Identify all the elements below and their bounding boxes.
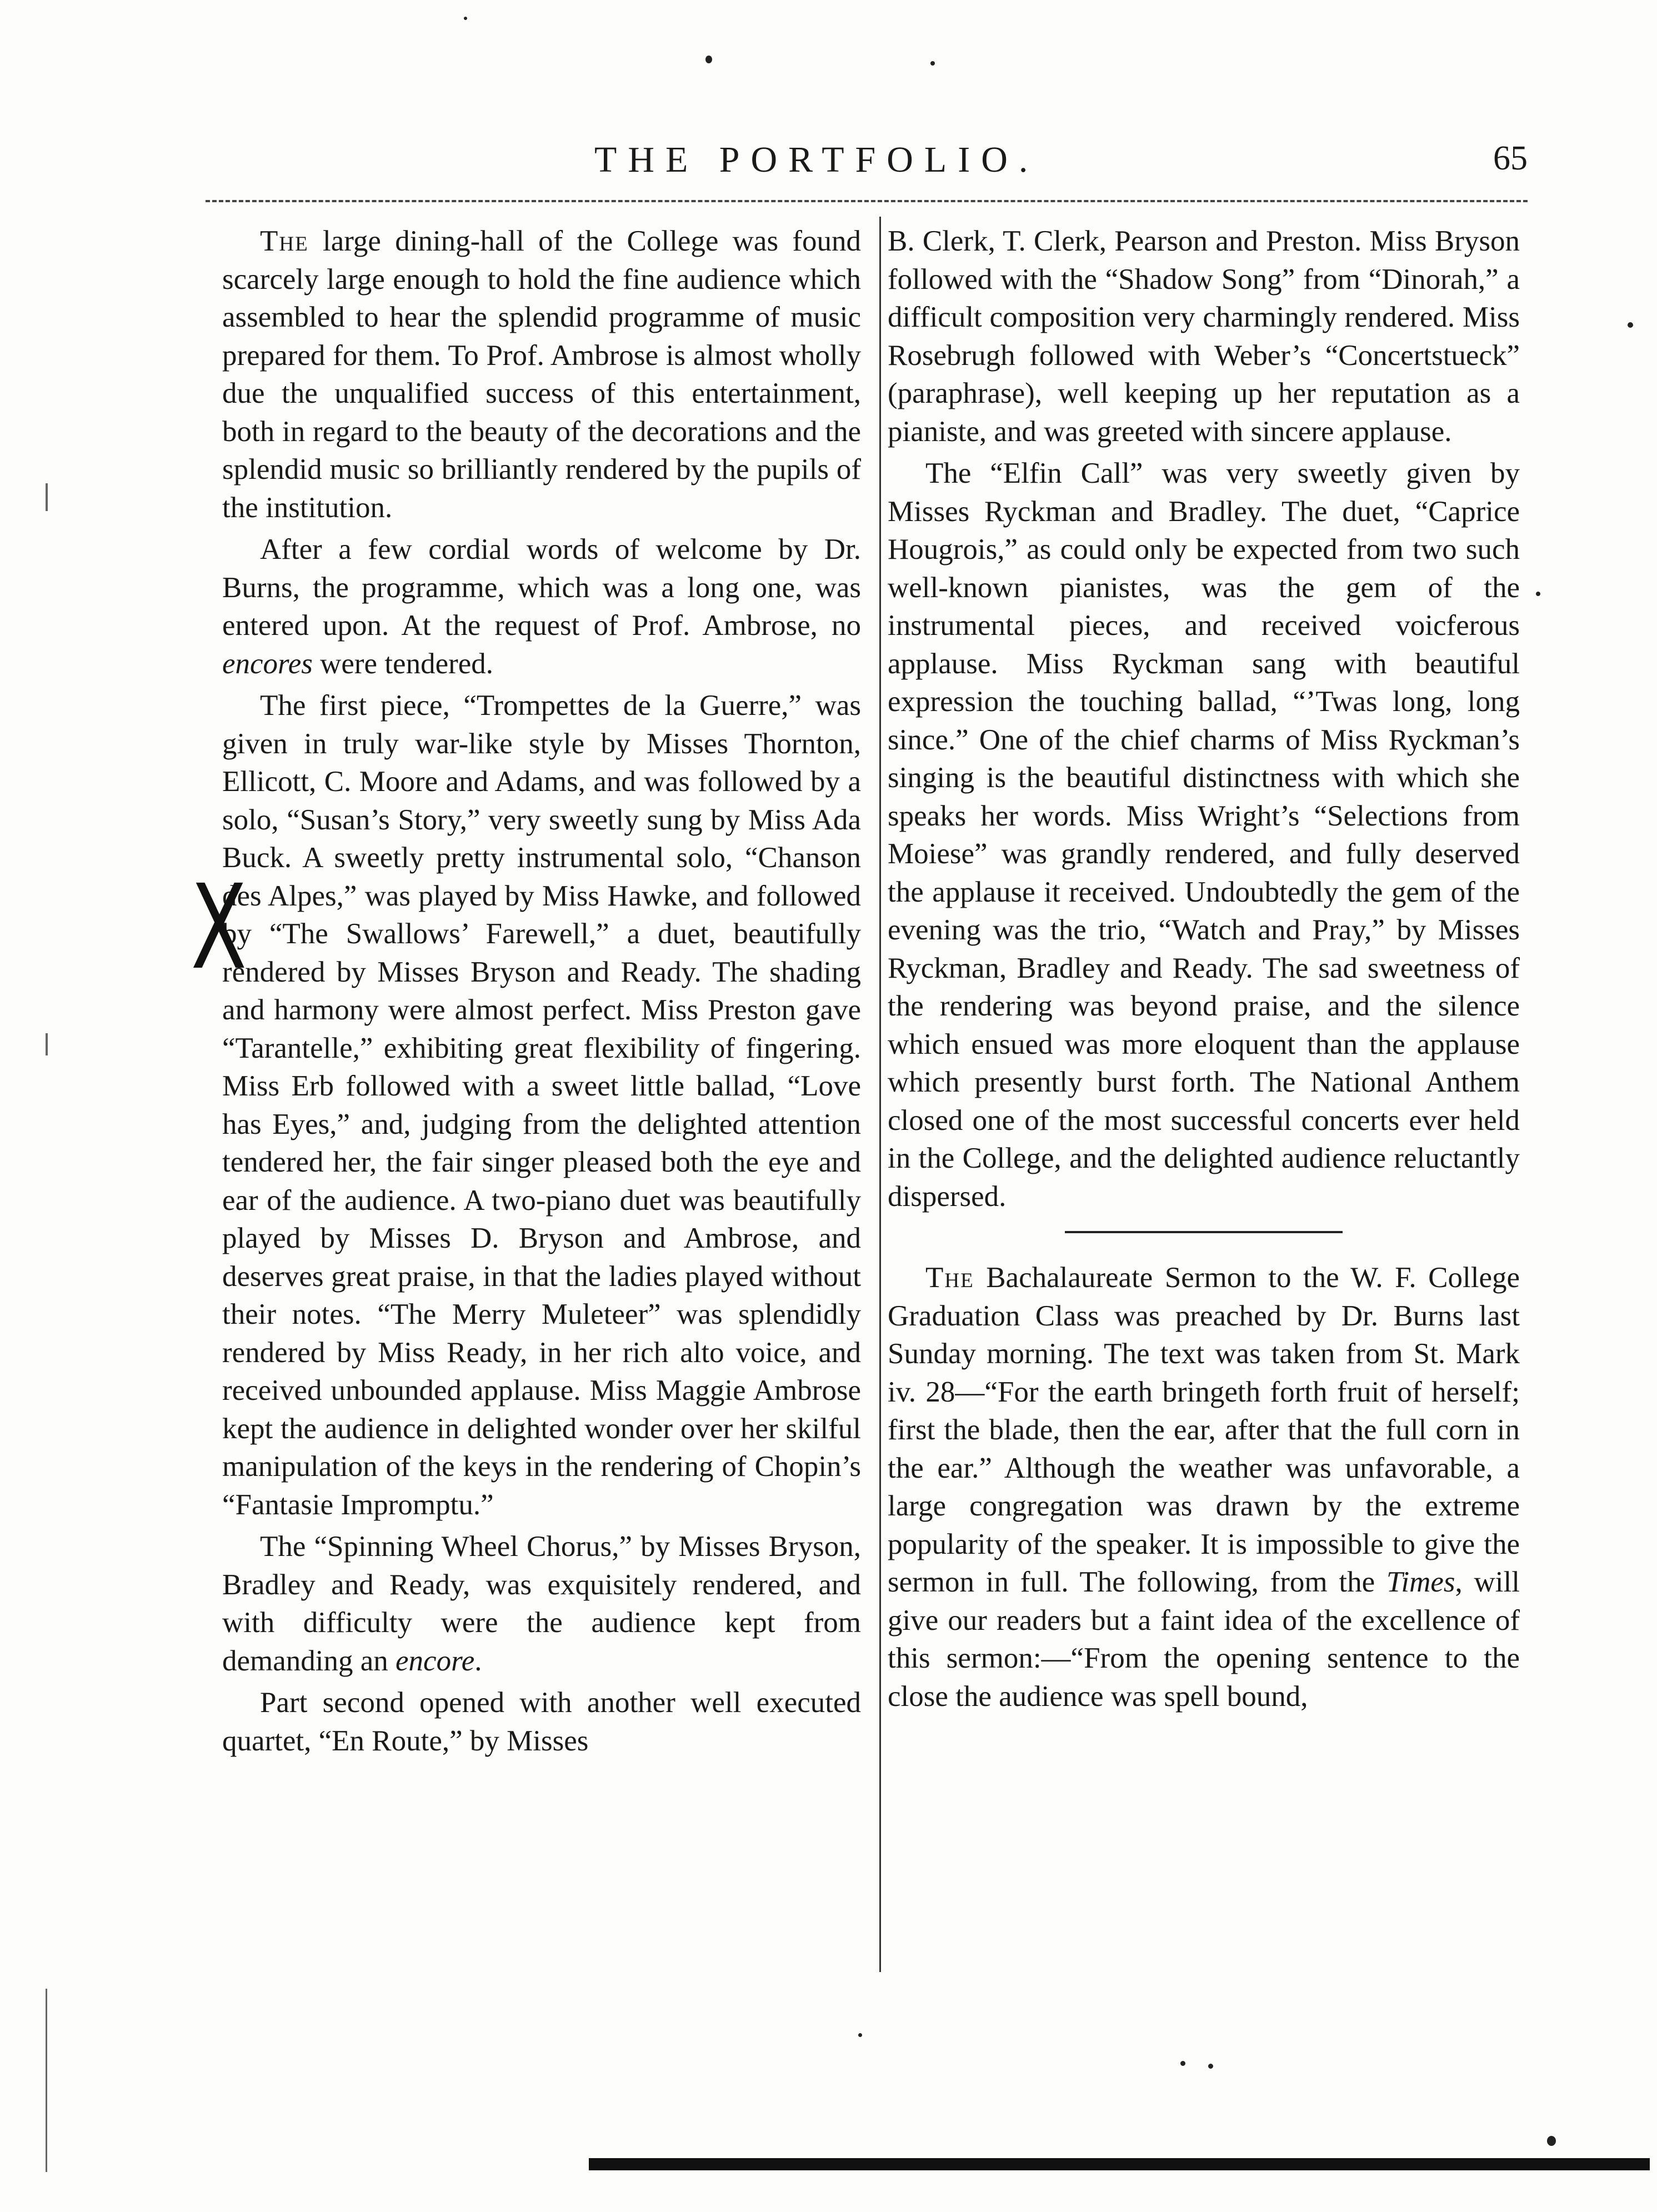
emphasis-text: encore — [396, 1644, 475, 1677]
lead-word: The — [925, 1262, 974, 1294]
running-header — [183, 139, 1528, 200]
paragraph-text: Bachalaureate Sermon to the W. F. College Graduation Class was preached by Dr. Burns last Sunday morning. The text was taken from St. Mark iv. 28—“For the earth bringeth forth fruit of herself; first the blade, then the ear, after that the full corn in the ear.” Although the weather was unfavorable, a large congregation was drawn by the extreme popularity of the speaker. It is impossible to give the sermon in full. The following, from the — [888, 1262, 1520, 1598]
paragraph-dining-hall — [222, 222, 861, 527]
paragraph-sermon — [888, 1259, 1520, 1715]
paragraph-text: , will give our readers but a faint idea of the excellence of this sermon:—“From the opening sentence to the close the audience was spell bound, — [888, 1566, 1520, 1713]
scan-speck — [858, 2033, 862, 2037]
emphasis-text: Times — [1386, 1566, 1455, 1598]
header-rule — [206, 200, 1528, 202]
right-column — [888, 222, 1520, 1719]
emphasis-text: encores — [222, 647, 313, 680]
margin-scan-mark — [46, 1033, 48, 1055]
margin-scan-mark — [46, 1989, 47, 2172]
page-bottom-edge — [589, 2158, 1650, 2170]
handwritten-x-mark: X — [191, 859, 247, 995]
paragraph-spinning-wheel — [222, 1528, 861, 1680]
paragraph-text: . — [474, 1644, 482, 1677]
paragraph-elfin-call: The “Elfin Call” was very sweetly given by Misses Ryckman and Bradley. The duet, “Caprice Hougrois,” as could only be expected from two such well-known pianistes, was the gem of the instrumental pieces, and received voicferous applause. Miss Ryckman sang with beautiful expression the touching ballad, “’Twas long, long since.” One of the chief charms of Miss Ryckman’s singing is the beautiful distinctness with which she speaks her words. Miss Wright’s “Selections from Moiese” was grandly rendered, and fully deserved the applause it received. Undoubtedly the gem of the evening was the trio, “Watch and Pray,” by Misses Ryckman, Bradley and Ready. The sad sweetness of the rendering was beyond praise, and the silence which ensued was more eloquent than the applause which presently burst forth. The National Anthem closed one of the most successful concerts ever held in the College, and the delighted audience reluctantly dispersed. — [888, 457, 1520, 1213]
page-number: 65 — [1493, 139, 1528, 177]
paragraph-welcome — [222, 531, 861, 683]
lead-word: The — [260, 225, 309, 257]
paragraph-continuation: B. Clerk, T. Clerk, Pearson and Preston. Miss Bryson followed with the “Shadow Song” from “Dinorah,” a difficult composition very charmingly rendered. Miss Rosebrugh followed with Weber’s “Concertstueck” (paraphrase), well keeping up her reputation as a pianiste, and was greeted with sincere applause. — [888, 225, 1520, 448]
scan-speck — [705, 56, 712, 63]
paragraph-text: The “Spinning Wheel Chorus,” by Misses Bryson, Bradley and Ready, was exquisitely rendered, and with difficulty were the audience kept from demanding an — [222, 1530, 861, 1677]
scan-speck — [1628, 322, 1633, 328]
paragraph-text: After a few cordial words of welcome by Dr. Burns, the programme, which was a long one, was entered upon. At the request of Prof. Ambrose, no — [222, 533, 861, 642]
paragraph-text: were tendered. — [312, 647, 494, 680]
scan-speck — [930, 61, 935, 66]
margin-scan-mark — [46, 483, 48, 511]
paragraph-first-piece: The first piece, “Trompettes de la Guerre,” was given in truly war-like style by Misses Thornton, Ellicott, C. Moore and Adams, and was followed by a solo, “Susan’s Story,” very sweetly sung by Miss Ada Buck. A sweetly pretty instrumental solo, “Chanson des Alpes,” was played by Miss Hawke, and followed by “The Swallows’ Farewell,” a duet, beautifully rendered by Misses Bryson and Ready. The shading and harmony were almost perfect. Miss Preston gave “Tarantelle,” exhibiting great flexibility of fingering. Miss Erb followed with a sweet little ballad, “Love has Eyes,” and, judging from the delighted attention tendered her, the fair singer pleased both the eye and ear of the audience. A two-piano duet was beautifully played by Misses D. Bryson and Ambrose, and deserves great praise, in that the ladies played without their notes. “The Merry Muleteer” was splendidly rendered by Miss Ready, in her rich alto voice, and received unbounded applause. Miss Maggie Ambrose kept the audience in delighted wonder over her skilful manipulation of the keys in the rendering of Chopin’s “Fantasie Impromptu.” — [222, 689, 861, 1521]
scan-speck — [1536, 592, 1540, 596]
scan-speck — [464, 17, 467, 20]
column-divider — [879, 217, 881, 1972]
scan-speck — [1547, 2136, 1556, 2146]
left-column — [222, 222, 861, 1764]
journal-title: THE PORTFOLIO. — [594, 139, 1039, 180]
scan-speck — [1180, 2061, 1185, 2066]
scan-speck — [1208, 2064, 1213, 2069]
section-divider — [1065, 1231, 1343, 1233]
paragraph-part-second: Part second opened with another well executed quartet, “En Route,” by Misses — [222, 1686, 861, 1757]
paragraph-text: large dining-hall of the College was found scarcely large enough to hold the fine audience which assembled to hear the splendid programme of music prepared for them. To Prof. Ambrose is almost wholly due the unqualified success of this entertainment, both in regard to the beauty of the decorations and the splendid music so brilliantly rendered by the pupils of the institution. — [222, 225, 861, 524]
